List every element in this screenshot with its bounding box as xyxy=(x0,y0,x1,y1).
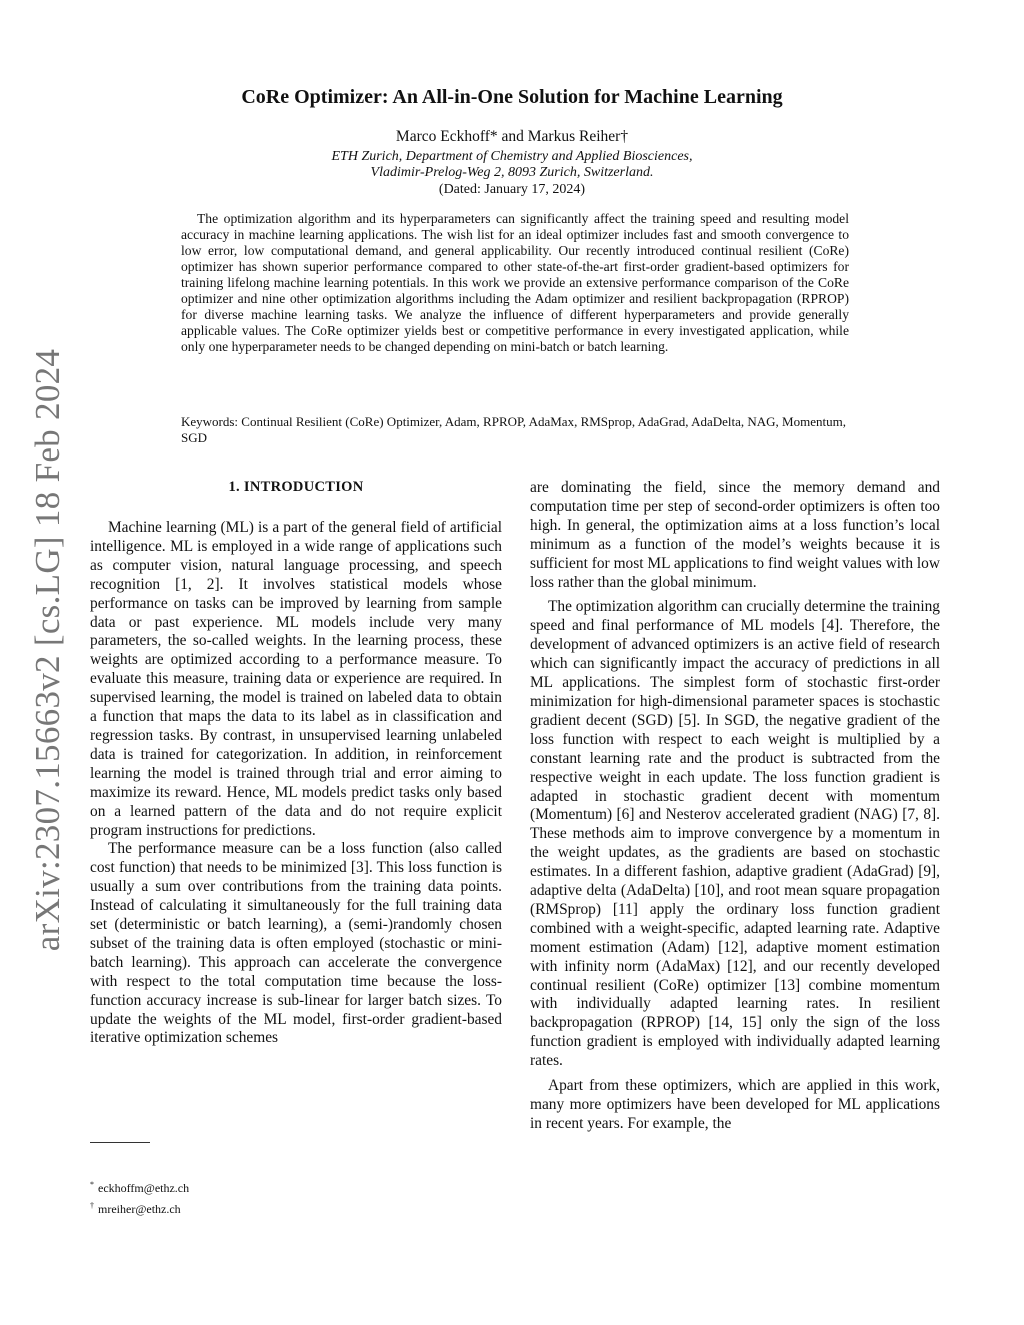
footnote-mark: * xyxy=(90,1180,94,1189)
left-column xyxy=(90,519,502,1048)
affiliation-line-1: ETH Zurich, Department of Chemistry and Applied Biosciences, xyxy=(331,149,693,164)
body-paragraph: The optimization algorithm can crucially determine the training speed and final performance of ML models [4]. Therefore, the development of advanced optimizers is an active field of research which can significantly impact the accuracy of predictions in all ML applications. The simplest form of stochastic first-order minimization for high-dimensional parameter spaces is stochastic gradient decent (SGD) [5]. In SGD, the negative gradient of the loss function with respect to each weight is multiplied by a constant learning rate and the product is subtracted from the respective weight in each update. The loss function gradient is adapted in stochastic gradient decent with momentum (Momentum) [6] and Nesterov accelerated gradient (NAG) [7, 8]. These methods aim to improve convergence by a momentum in the weight updates, as the gradients are based on stochastic estimates. In a different fashion, adaptive gradient (AdaGrad) [9], adaptive delta (AdaDelta) [10], and root mean square propagation (RMSprop) [11] apply the ordinary loss function gradient combined with a weight-specific, adapted learning rate. Adaptive moment estimation (Adam) [12], adaptive moment estimation with infinity norm (AdaMax) [12], and our recently developed continual resilient (CoRe) optimizer [13] combine momentum with individually adapted learning rates. In resilient backpropagation (RPROP) [14, 15] only the sign of the loss function gradient is employed with individually adapted learning rates. xyxy=(530,598,940,1070)
footnote-rule xyxy=(90,1142,150,1143)
footnote-mark: † xyxy=(90,1201,94,1210)
footnote-1 xyxy=(90,1176,189,1197)
footnote-email: mreiher@ethz.ch xyxy=(98,1202,181,1216)
keywords: Keywords: Continual Resilient (CoRe) Optimizer, Adam, RPROP, AdaMax, RMSprop, AdaGrad, AdaDelta, NAG, Momentum, SGD xyxy=(181,414,846,445)
affiliation-line-2: Vladimir-Prelog-Weg 2, 8093 Zurich, Switzerland. xyxy=(370,165,654,180)
arxiv-identifier: arXiv:2307.15663v2 [cs.LG] 18 Feb 2024 xyxy=(28,348,67,952)
paper-title: CoRe Optimizer: An All-in-One Solution for Machine Learning xyxy=(241,86,783,108)
section-heading-introduction: 1. INTRODUCTION xyxy=(228,479,364,495)
footnote-email: eckhoffm@ethz.ch xyxy=(98,1181,190,1195)
right-column xyxy=(530,479,940,1134)
body-paragraph: Machine learning (ML) is a part of the general field of artificial intelligence. ML is employed in a wide range of applications such as computer vision, natural language processing, and speech recognition [1, 2]. It involves statistical models whose performance on tasks can be improved by learning from sample data or past experience. ML models include very many parameters, the so-called weights. In the learning process, these weights are optimized according to a performance measure. To evaluate this measure, training data or experience are required. In supervised learning, the model is trained on labeled data to obtain a function that maps the data to its label as in classification and regression tasks. By contrast, in unsupervised learning unlabeled data is trained for categorization. In addition, in reinforcement learning the model is trained through trial and error aiming to maximize its reward. Hence, ML models predict tasks only based on a learned pattern of the data and do not require explicit program instructions for predictions. xyxy=(90,519,502,839)
abstract: The optimization algorithm and its hyperparameters can significantly affect the training speed and resulting model accuracy in machine learning applications. The wish list for an ideal optimizer includes fast and smooth convergence to low error, low computational demand, and general applicability. Our recently introduced continual resilient (CoRe) optimizer has shown superior performance compared to other state-of-the-art first-order gradient-based optimizers for training lifelong machine learning potentials. In this work we provide an extensive performance comparison of the CoRe optimizer and nine other optimization algorithms including the Adam optimizer and resilient backpropagation (RPROP) for diverse machine learning tasks. We analyze the influence of different hyperparameters and provide generally applicable values. The CoRe optimizer yields best or competitive performance in every investigated application, while only one hyperparameter needs to be changed depending on mini-batch or batch learning. xyxy=(181,211,849,354)
arxiv-side-stamp xyxy=(26,350,70,950)
paper-date: (Dated: January 17, 2024) xyxy=(438,182,586,197)
footnote-2 xyxy=(90,1197,189,1218)
body-paragraph: The performance measure can be a loss function (also called cost function) that needs to be minimized [3]. This loss function is usually a sum over contributions from the training data points. Instead of calculating it simultaneously for the full training data set (deterministic or batch learning), a (semi-)randomly chosen subset of the training data is often employed (stochastic or mini-batch learning). This approach can accelerate the convergence with respect to the total computation time because the loss-function accuracy increase is sub-linear for larger batch sizes. To update the weights of the ML model, first-order gradient-based iterative optimization schemes xyxy=(90,840,502,1047)
body-paragraph: are dominating the field, since the memory demand and computation time per step of second-order optimizers is often too high. In general, the optimization aims at a loss function’s local minimum as a function of the model’s weights because it is sufficient for most ML applications to find weight values with low loss rather than the global minimum. xyxy=(530,479,940,591)
footnotes xyxy=(90,1176,189,1218)
body-paragraph: Apart from these optimizers, which are applied in this work, many more optimizers have been developed for ML applications in recent years. For example, the xyxy=(530,1077,940,1132)
paper-authors: Marco Eckhoff* and Markus Reiher† xyxy=(395,128,629,145)
